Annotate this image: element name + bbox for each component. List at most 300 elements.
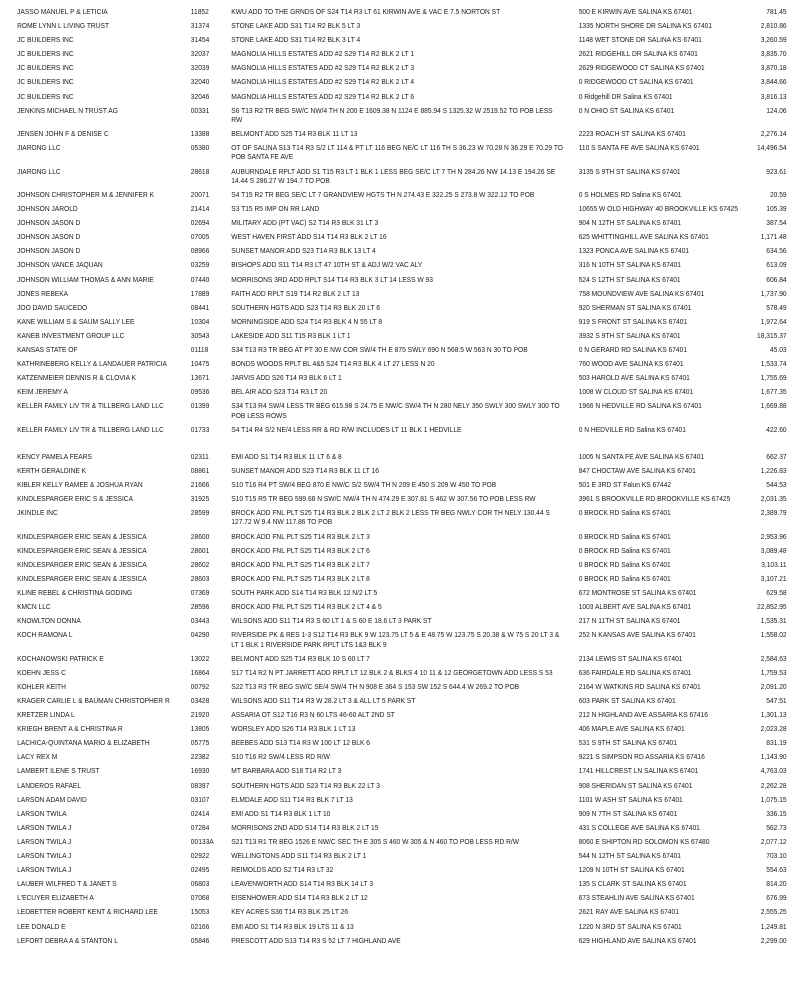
record-row — [0, 560, 797, 574]
legal-description: S10 T15 R5 TR BEG 599.68 N SW/C NW/4 TH N 474.29 E 307.81 S 462 W 307.56 TO POB LESS RW — [231, 494, 536, 504]
account-number: 08441 — [190, 302, 210, 312]
tax-amount: 3,870.18 — [760, 63, 787, 73]
owner-name: JC BUILDERS INC — [17, 63, 74, 73]
property-address: 1323 PONCA AVE SALINA KS 67401 — [578, 246, 690, 256]
owner-name: KANE WILLIAM S & SAUM SALLY LEE — [17, 316, 135, 326]
property-address: 2134 LEWIS ST SALINA KS 67401 — [578, 653, 683, 663]
record-row — [0, 532, 797, 546]
property-address: 920 SHERMAN ST SALINA KS 67401 — [578, 302, 692, 312]
owner-name: KATZENMEIER DENNIS R & CLOVIA K — [17, 373, 136, 383]
property-address: 625 WHITTINGHILL AVE SALINA KS 67401 — [578, 232, 709, 242]
record-row — [0, 668, 797, 682]
owner-name: KOHLER KEITH — [17, 681, 66, 691]
legal-description: S10 T16 R4 PT SW/4 BEG 870 E NW/C S/2 SW/4 TH N 209 E 450 S 209 W 450 TO POB — [231, 480, 497, 490]
record-row — [0, 167, 797, 190]
property-address: 110 S SANTA FE AVE SALINA KS 67401 — [578, 143, 700, 153]
owner-name: JIARONG LLC — [17, 166, 61, 176]
account-number: 02311 — [190, 451, 209, 461]
property-address: 3961 S BROOKVILLE RD BROOKVILLE KS 67425 — [578, 494, 731, 504]
owner-name: LEE DONALD E — [17, 921, 66, 931]
record-row — [0, 317, 797, 331]
property-address: 0 BROCK RD Salina KS 67401 — [578, 559, 671, 569]
tax-amount: 1,171.48 — [760, 232, 787, 242]
owner-name: JOHNSON CHRISTOPHER M & JENNIFER K — [17, 189, 155, 199]
tax-amount: 20.59 — [769, 189, 787, 199]
legal-description: S34 T13 R3 TR BEG AT PT 30 E NW COR SW/4 TH E 875 SWLY 690 N 568.5 W 563 N 30 TO POB — [231, 345, 528, 354]
account-number: 02922 — [190, 851, 210, 861]
owner-name: KERTH GERALDINE K — [17, 465, 87, 475]
owner-name: KIBLER KELLY RAMEE & JOSHUA RYAN — [17, 480, 143, 490]
record-row — [0, 387, 797, 401]
legal-description: BROCK ADD FNL PLT S25 T14 R3 BLK 2 LT 7 — [231, 559, 370, 569]
legal-description: MAGNOLIA HILLS ESTATES ADD #2 S29 T14 R2 BLK 2 LT 1 — [231, 49, 415, 59]
account-number: 09536 — [190, 387, 210, 397]
record-row — [0, 232, 797, 246]
tax-amount: 2,031.35 — [760, 494, 787, 504]
owner-name: LEDBETTER ROBERT KENT & RICHARD LEE — [17, 907, 158, 917]
legal-description: STONE LAKE ADD S31 T14 R2 BLK 5 LT 3 — [231, 21, 361, 31]
tax-amount: 2,077.12 — [760, 836, 787, 846]
owner-name: KMCN LLC — [17, 602, 51, 612]
account-number: 01733 — [190, 424, 210, 434]
tax-amount: 676.99 — [766, 893, 787, 903]
legal-description: STONE LAKE ADD S31 T14 R2 BLK 3 LT 4 — [231, 35, 361, 45]
account-number: 21414 — [190, 204, 210, 214]
owner-name: JONES REBEKA — [17, 288, 69, 298]
legal-description: WILSONS ADD S11 T14 R3 S 60 LT 1 & S 60 E 18.6 LT 3 PARK ST — [231, 616, 432, 626]
tax-amount: 544.53 — [766, 480, 787, 490]
legal-description: BROCK ADD FNL PLT S25 T14 R3 BLK 2 BLK 2 LT 2 BLK 2 LESS TR BEG NWLY COR TH NELY 130.44 S 127.72 W 9.4 NW 117.86 TO POB — [231, 508, 550, 527]
record-row — [0, 143, 797, 166]
account-number: 08861 — [190, 465, 210, 475]
owner-name: KANEB INVESTMENT GROUP LLC — [17, 330, 125, 340]
owner-name: KINDLESPARGER ERIC S & JESSICA — [17, 494, 134, 504]
record-row — [0, 129, 797, 143]
property-address: 406 MAPLE AVE SALINA KS 67401 — [578, 724, 685, 734]
legal-description: MORNINGSIDE ADD S24 T14 R3 BLK 4 N 55 LT 8 — [231, 316, 383, 326]
record-row — [0, 724, 797, 738]
tax-amount: 923.61 — [766, 166, 787, 176]
property-address: 3135 S 9TH ST SALINA KS 67401 — [578, 166, 681, 176]
record-row — [0, 682, 797, 696]
tax-amount: 1,558.02 — [760, 630, 787, 640]
legal-description: S3 T15 R5 IMP ON RR LAND — [231, 204, 320, 214]
owner-name: LARSON ADAM DAVID — [17, 794, 87, 804]
tax-amount: 45.03 — [769, 345, 787, 354]
owner-name: LARSON TWILA J — [17, 851, 72, 861]
legal-description: WEST HAVEN FIRST ADD S14 T14 R3 BLK 2 LT 16 — [231, 232, 387, 242]
property-address: 1005 N SANTA FE AVE SALINA KS 67401 — [578, 451, 705, 461]
account-number: 02166 — [190, 921, 210, 931]
legal-description: BROCK ADD FNL PLT S25 T14 R3 BLK 2 LT 8 — [231, 573, 370, 583]
property-address: 316 N 10TH ST SALINA KS 67401 — [578, 260, 682, 270]
record-row — [0, 738, 797, 752]
property-address: 0 S HOLMES RD Salina KS 67401 — [578, 189, 682, 199]
account-number: 30543 — [190, 330, 210, 340]
legal-description: MAGNOLIA HILLS ESTATES ADD #2 S29 T14 R2 BLK 2 LT 6 — [231, 91, 415, 101]
property-address: 8060 E SHIPTON RD SOLOMON KS 67480 — [578, 836, 710, 846]
account-number: 15053 — [190, 907, 210, 917]
tax-amount: 3,089.48 — [760, 545, 787, 555]
property-address: 1966 N HEDVILLE RD SALINA KS 67401 — [578, 401, 702, 411]
owner-name: KOEHN JESS C — [17, 667, 66, 677]
account-number: 02694 — [190, 218, 210, 228]
owner-name: JC BUILDERS INC — [17, 35, 74, 45]
property-address: 0 N GERARD RD SALINA KS 67401 — [578, 345, 688, 354]
account-number: 32046 — [190, 91, 210, 101]
property-address: 2223 ROACH ST SALINA KS 67401 — [578, 129, 686, 139]
owner-name: JC BUILDERS INC — [17, 77, 74, 87]
tax-amount: 124.06 — [766, 105, 787, 115]
account-number: 28618 — [190, 166, 210, 176]
account-number: 13671 — [190, 373, 210, 383]
record-row — [0, 7, 797, 21]
legal-description: S4 T15 R2 TR BEG SE/C LT 7 GRANDVIEW HGTS TH N 274.43 E 322.25 S 273.8 W 322.12 TO POB — [231, 189, 535, 199]
owner-name: KOCHANOWSKI PATRICK E — [17, 653, 104, 663]
tax-amount: 1,249.81 — [760, 921, 787, 931]
owner-name: JOHNSON JASON D — [17, 218, 81, 228]
property-address: 9221 S SIMPSON RD ASSARIA KS 67416 — [578, 752, 705, 762]
tax-amount: 1,075.15 — [760, 794, 787, 804]
account-number: 07284 — [190, 822, 210, 832]
account-number: 00133A — [190, 836, 214, 846]
account-number: 03259 — [190, 260, 210, 270]
record-row — [0, 35, 797, 49]
owner-name: L'ECUYER ELIZABETH A — [17, 893, 94, 903]
property-address: 909 N 7TH ST SALINA KS 67401 — [578, 808, 678, 818]
account-number: 20071 — [190, 189, 210, 199]
owner-name: KLINE REBEL & CHRISTINA GODING — [17, 588, 133, 598]
owner-name: JENKINS MICHAEL N TRUST AG — [17, 105, 118, 115]
tax-record-list — [0, 7, 787, 950]
record-row — [0, 373, 797, 387]
record-row — [0, 49, 797, 63]
account-number: 17889 — [190, 288, 210, 298]
tax-amount: 2,276.14 — [760, 129, 787, 139]
owner-name: JIARONG LLC — [17, 143, 61, 153]
property-address: 1008 W CLOUD ST SALINA KS 67401 — [578, 387, 694, 397]
tax-amount: 578.49 — [766, 302, 787, 312]
record-row — [0, 696, 797, 710]
account-number: 32039 — [190, 63, 210, 73]
record-row — [0, 922, 797, 936]
property-address: 2164 W WATKINS RD SALINA KS 67401 — [578, 681, 701, 691]
tax-amount: 1,972.64 — [760, 316, 787, 326]
tax-amount: 814.20 — [766, 879, 787, 889]
legal-description: S10 T16 R2 SW/4 LESS RD R/W — [231, 752, 330, 762]
owner-name: LEFORT DEBRA A & STANTON L — [17, 935, 118, 945]
account-number: 11852 — [190, 7, 209, 16]
legal-description: LAKESIDE ADD S11 T15 R3 BLK 1 LT 1 — [231, 330, 351, 340]
record-row — [0, 588, 797, 602]
property-address: 0 BROCK RD Salina KS 67401 — [578, 545, 671, 555]
account-number: 04290 — [190, 630, 210, 640]
property-address: 0 Ridgehill DR Salina KS 67401 — [578, 91, 673, 101]
owner-name: JENSEN JOHN F & DENISE C — [17, 129, 109, 139]
property-address: 1101 W ASH ST SALINA KS 67401 — [578, 794, 683, 804]
record-row — [0, 630, 797, 653]
record-row — [0, 63, 797, 77]
account-number: 16864 — [190, 667, 210, 677]
account-number: 28601 — [190, 545, 210, 555]
legal-description: KEY ACRES S36 T14 R3 BLK 25 LT 26 — [231, 907, 349, 917]
tax-amount: 387.54 — [766, 218, 787, 228]
property-address: 1741 HILLCREST LN SALINA KS 67401 — [578, 766, 699, 776]
owner-name: JC BUILDERS INC — [17, 49, 74, 59]
tax-amount: 1,677.35 — [760, 387, 787, 397]
tax-amount: 1,533.74 — [760, 359, 787, 369]
owner-name: LARSON TWILA — [17, 808, 67, 818]
tax-amount: 3,844.66 — [760, 77, 787, 87]
owner-name: KANSAS STATE OF — [17, 345, 78, 354]
legal-description: MAGNOLIA HILLS ESTATES ADD #2 S29 T14 R2 BLK 2 LT 3 — [231, 63, 415, 73]
legal-description: JARVIS ADD S26 T14 R3 BLK 6 LT 1 — [231, 373, 342, 383]
owner-name: KRIEGH BRENT A & CHRISTINA R — [17, 724, 123, 734]
record-row — [0, 452, 797, 466]
tax-amount: 2,023.28 — [760, 724, 787, 734]
owner-name: KINDLESPARGER ERIC SEAN & JESSICA — [17, 545, 147, 555]
account-number: 16930 — [190, 766, 210, 776]
tax-amount: 3,816.13 — [760, 91, 787, 101]
legal-description: OT OF SALINA S13 T14 R3 S/2 LT 114 & PT LT 116 BEG NE/C LT 116 TH S 36.23 W 70.28 N 36.29 E 70.29 TO POB SANTA FE AVE — [231, 143, 563, 162]
record-row — [0, 809, 797, 823]
tax-amount: 3,260.59 — [760, 35, 787, 45]
property-address: 544 N 12TH ST SALINA KS 67401 — [578, 851, 682, 861]
tax-amount: 1,226.83 — [760, 465, 787, 475]
legal-description: BELMONT ADD S25 T14 R3 BLK 11 LT 13 — [231, 129, 358, 139]
legal-description: S17 T14 R2 N PT JARRETT ADD RPLT LT 12 BLK 2 & BLKS 4 10 11 & 12 GEORGETOWN ADD LESS S 53 — [231, 667, 553, 677]
tax-amount: 1,755.69 — [760, 373, 787, 383]
record-row — [0, 21, 797, 35]
account-number: 03443 — [190, 616, 210, 626]
owner-name: KATHRINEBERG KELLY & LANDAUER PATRICIA — [17, 359, 167, 369]
legal-description: ASSARIA OT S12 T16 R3 N 60 LTS 46-60 ALT 2ND ST — [231, 710, 395, 720]
tax-amount: 2,299.00 — [760, 935, 787, 945]
owner-name: KEIM JEREMY A — [17, 387, 68, 397]
legal-description: SUNSET MANOR ADD S23 T14 R3 BLK 11 LT 16 — [231, 465, 379, 475]
property-address: 135 S CLARK ST SALINA KS 67401 — [578, 879, 687, 889]
owner-name: LAUBER WILFRED T & JANET S — [17, 879, 117, 889]
property-address: 0 N OHIO ST SALINA KS 67401 — [578, 105, 675, 115]
record-row — [0, 781, 797, 795]
record-row — [0, 480, 797, 494]
property-address: 919 S FRONT ST SALINA KS 67401 — [578, 316, 688, 326]
tax-amount: 562.73 — [766, 822, 787, 832]
tax-amount: 634.56 — [766, 246, 787, 256]
account-number: 28599 — [190, 508, 210, 518]
property-address: 1209 N 10TH ST SALINA KS 67401 — [578, 865, 685, 875]
legal-description: SOUTHERN HGTS ADD S23 T14 R3 BLK 22 LT 3 — [231, 780, 380, 790]
property-address: 672 MONTROSE ST SALINA KS 67401 — [578, 588, 697, 598]
legal-description: BEL AIR ADD S23 T14 R3 LT 20 — [231, 387, 328, 397]
record-row — [0, 879, 797, 893]
property-address: 503 HAROLD AVE SALINA KS 67401 — [578, 373, 690, 383]
legal-description: WILSONS ADD S11 T14 R3 W 28.2 LT 3 & ALL LT 5 PARK ST — [231, 696, 416, 705]
record-row — [0, 190, 797, 204]
property-address: 531 S 9TH ST SALINA KS 67401 — [578, 738, 677, 748]
record-row — [0, 77, 797, 91]
legal-description: MAGNOLIA HILLS ESTATES ADD #2 S29 T14 R2 BLK 2 LT 4 — [231, 77, 415, 87]
tax-amount: 554.63 — [766, 865, 787, 875]
account-number: 22382 — [190, 752, 210, 762]
record-row — [0, 865, 797, 879]
record-row — [0, 936, 797, 950]
record-row — [0, 92, 797, 106]
property-address: 0 RIDGEWOOD CT SALINA KS 67401 — [578, 77, 694, 87]
owner-name: JKINDLE INC — [17, 508, 58, 518]
tax-amount: 422.60 — [766, 424, 787, 434]
account-number: 06803 — [190, 879, 210, 889]
legal-description: FAITH ADD RPLT S19 T14 R2 BLK 2 LT 13 — [231, 288, 360, 298]
tax-amount: 613.09 — [766, 260, 787, 270]
property-address: 760 WOOD AVE SALINA KS 67401 — [578, 359, 684, 369]
property-address: 2621 RAY AVE SALINA KS 67401 — [578, 907, 679, 917]
record-row — [0, 546, 797, 560]
legal-description: EISENHOWER ADD S14 T14 R3 BLK 2 LT 12 — [231, 893, 368, 903]
record-row — [0, 907, 797, 921]
tax-amount: 1,535.31 — [760, 616, 787, 626]
owner-name: KNOWLTON DONNA — [17, 616, 81, 626]
account-number: 08966 — [190, 246, 210, 256]
legal-description: S6 T13 R2 TR BEG SW/C NW/4 TH N 200 E 1609.38 N 1124 E 885.94 S 1325.32 W 2519.52 TO POB LESS RW — [231, 105, 553, 124]
record-row — [0, 345, 797, 359]
owner-name: LARSON TWILA J — [17, 836, 72, 846]
legal-description: EMI ADD S1 T14 R3 BLK 11 LT 6 & 8 — [231, 451, 342, 461]
property-address: 0 N HEDVILLE RD Salina KS 67401 — [578, 424, 686, 434]
record-row — [0, 823, 797, 837]
record-row — [0, 766, 797, 780]
account-number: 31454 — [190, 35, 210, 45]
legal-description: S34 T13 R4 SW/4 LESS TR BEG 615.98 S 24.75 E NW/C SW/4 TH N 280 NELY 350 SWLY 300 SWLY 300 TO POB LESS ROWS — [231, 401, 560, 420]
property-address: 212 N HIGHLAND AVE ASSARIA KS 67416 — [578, 710, 708, 720]
owner-name: JC BUILDERS INC — [17, 91, 74, 101]
account-number: 21666 — [190, 480, 210, 490]
tax-amount: 2,953.96 — [760, 531, 787, 541]
property-address: 0 BROCK RD Salina KS 67401 — [578, 508, 671, 518]
account-number: 05846 — [190, 935, 210, 945]
account-number: 21920 — [190, 710, 210, 720]
account-number: 05775 — [190, 738, 210, 748]
record-row — [0, 893, 797, 907]
record-row — [0, 710, 797, 724]
legal-description: MORRISONS 3RD ADD RPLT S14 T14 R3 BLK 3 LT 14 LESS W 93 — [231, 274, 433, 284]
account-number: 01399 — [190, 401, 210, 411]
legal-description: EMI ADD S1 T14 R3 BLK 19 LTS 11 & 13 — [231, 921, 354, 931]
tax-amount: 2,091.20 — [760, 681, 787, 691]
legal-description: LEAVENWORTH ADD S14 T14 R3 BLK 14 LT 3 — [231, 879, 374, 889]
property-address: 501 E 3RD ST Falun KS 67442 — [578, 480, 672, 490]
tax-amount: 2,389.79 — [760, 508, 787, 518]
legal-description: EMI ADD S1 T14 R3 BLK 1 LT 10 — [231, 808, 331, 818]
record-row — [0, 303, 797, 317]
account-number: 08397 — [190, 780, 210, 790]
record-row — [0, 837, 797, 851]
record-row — [0, 616, 797, 630]
tax-amount: 629.58 — [766, 588, 787, 598]
property-address: 758 MOUNDVIEW AVE SALINA KS 67401 — [578, 288, 705, 298]
legal-description: AUBURNDALE RPLT ADD S1 T15 R3 LT 1 BLK 1 LESS BEG SE/C LT 7 TH N 284.26 NW 14.13 E 194.26 SE 14.44 S 286.27 W 194.7 TO POB — [231, 166, 556, 185]
property-address: 629 HIGHLAND AVE SALINA KS 67401 — [578, 935, 697, 945]
tax-amount: 3,107.21 — [760, 573, 787, 583]
tax-amount: 781.45 — [766, 7, 787, 16]
property-address: 431 S COLLEGE AVE SALINA KS 67401 — [578, 822, 700, 832]
tax-amount: 606.84 — [766, 274, 787, 284]
tax-amount: 2,584.63 — [760, 653, 787, 663]
tax-amount: 547.51 — [766, 696, 787, 705]
legal-description: BROCK ADD FNL PLT S25 T14 R3 BLK 2 LT 3 — [231, 531, 370, 541]
owner-name: KRAGER CARLIE L & BAUMAN CHRISTOPHER R — [17, 696, 170, 705]
property-address: 1148 WET STONE DR SALINA KS 67401 — [578, 35, 702, 45]
owner-name: LAMBERT ILENE S TRUST — [17, 766, 100, 776]
account-number: 00792 — [190, 681, 210, 691]
tax-amount: 831.19 — [766, 738, 787, 748]
record-row — [0, 466, 797, 480]
account-number: 00331 — [190, 105, 210, 115]
record-row — [0, 752, 797, 766]
tax-amount: 4,763.03 — [760, 766, 787, 776]
tax-amount: 1,301.13 — [760, 710, 787, 720]
property-address: 500 E KIRWIN AVE SALINA KS 67401 — [578, 7, 693, 16]
tax-amount: 18,315.37 — [756, 330, 787, 340]
owner-name: KELLER FAMILY LIV TR & TILLBERG LAND LLC — [17, 424, 164, 434]
owner-name: JOHNSON JAROLD — [17, 204, 78, 214]
owner-name: JASSO MANUEL P & LETICIA — [17, 7, 108, 16]
owner-name: KENCY PAMELA FEARS — [17, 451, 92, 461]
record-row — [0, 246, 797, 260]
legal-description: REIMOLDS ADD S2 T14 R3 LT 32 — [231, 865, 334, 875]
record-row — [0, 494, 797, 508]
record-row — [0, 289, 797, 303]
account-number: 10304 — [190, 316, 210, 326]
record-row — [0, 508, 797, 531]
account-number: 13805 — [190, 724, 210, 734]
owner-name: KINDLESPARGER ERIC SEAN & JESSICA — [17, 559, 147, 569]
record-row — [0, 106, 797, 129]
legal-description: SOUTHERN HGTS ADD S23 T14 R3 BLK 20 LT 6 — [231, 302, 380, 312]
owner-name: KINDLESPARGER ERIC SEAN & JESSICA — [17, 573, 147, 583]
account-number: 03107 — [190, 794, 210, 804]
property-address: 1220 N 3RD ST SALINA KS 67401 — [578, 921, 682, 931]
legal-description: S22 T13 R3 TR BEG SW/C SE/4 SW/4 TH N 908 E 364 S 153 SW 152 S 644.4 W 269.2 TO POB — [231, 681, 520, 691]
property-address: 0 BROCK RD Salina KS 67401 — [578, 573, 671, 583]
owner-name: JOO DAVID SAUCEDO — [17, 302, 88, 312]
owner-name: KELLER FAMILY LIV TR & TILLBERG LAND LLC — [17, 401, 164, 411]
tax-amount: 2,262.28 — [760, 780, 787, 790]
tax-amount: 1,143.90 — [760, 752, 787, 762]
tax-amount: 662.37 — [766, 451, 787, 461]
property-address: 524 S 12TH ST SALINA KS 67401 — [578, 274, 681, 284]
property-address: 217 N 11TH ST SALINA KS 67401 — [578, 616, 681, 626]
tax-amount: 1,669.88 — [760, 401, 787, 411]
legal-description: KWU ADD TO THE GRNDS OF S24 T14 R3 LT 61 KIRWIN AVE & VAC E 7.5 NORTON ST — [231, 7, 501, 16]
owner-name: LACY REX M — [17, 752, 58, 762]
legal-description: SUNSET MANOR ADD S23 T14 R3 BLK 13 LT 4 — [231, 246, 376, 256]
tax-amount: 3,835.70 — [760, 49, 787, 59]
property-address: 904 N 12TH ST SALINA KS 67401 — [578, 218, 682, 228]
legal-description: MT BARBARA ADD S18 T14 R2 LT 3 — [231, 766, 342, 776]
tax-amount: 1,737.90 — [760, 288, 787, 298]
record-row — [0, 851, 797, 865]
owner-name: LARSON TWILA J — [17, 822, 72, 832]
owner-name: KINDLESPARGER ERIC SEAN & JESSICA — [17, 531, 147, 541]
tax-amount: 14,496.54 — [756, 143, 787, 153]
property-address: 3932 S 9TH ST SALINA KS 67401 — [578, 330, 681, 340]
account-number: 03428 — [190, 696, 210, 705]
record-row — [0, 359, 797, 373]
tax-amount: 1,759.53 — [760, 667, 787, 677]
property-address: 908 SHERIDAN ST SALINA KS 67401 — [578, 780, 693, 790]
legal-description: S21 T13 R1 TR BEG 1526 E NW/C SEC TH E 305 S 460 W 305 & N 460 TO POB LESS RD R/W — [231, 836, 520, 846]
